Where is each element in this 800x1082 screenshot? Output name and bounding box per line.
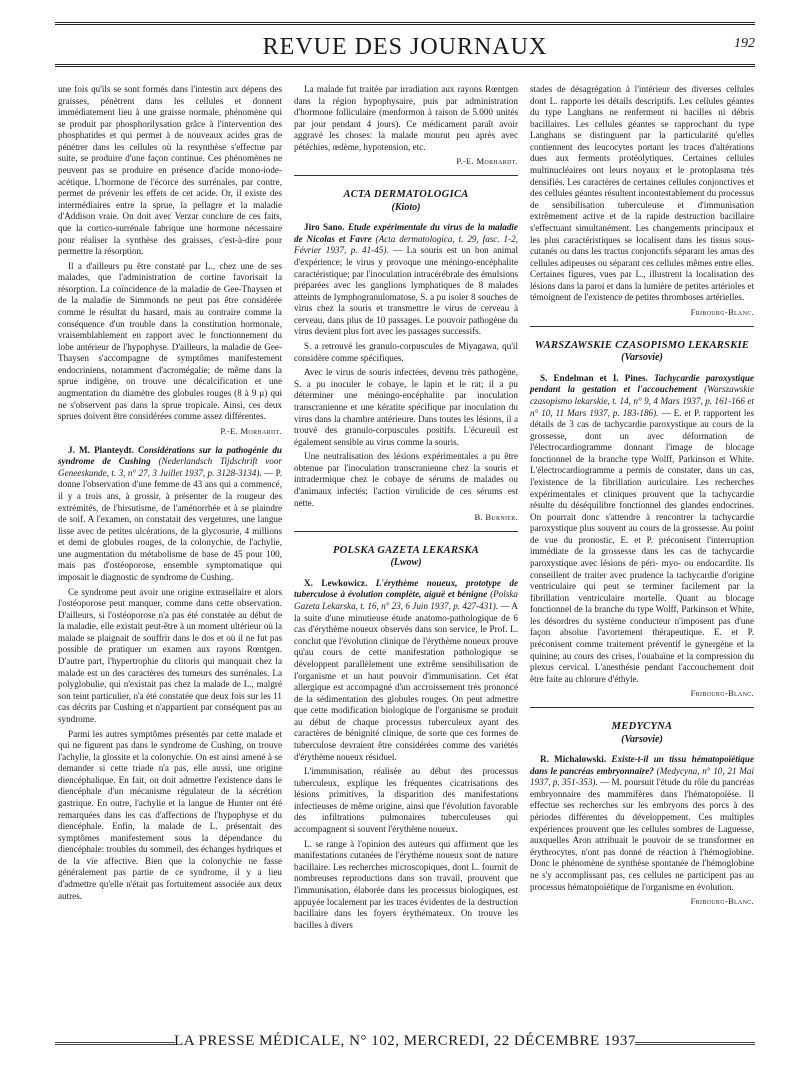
journal-city: (Varsovie)	[621, 733, 663, 745]
paragraph: S. a retrouvé les granulo-corpuscules de Miyagawa, qu'il considère comme spécifiques.	[294, 341, 518, 363]
section-divider	[530, 707, 754, 708]
journal-heading: WARSZAWSKIE CZASOPISMO LEKARSKIE	[534, 339, 750, 351]
paragraph: Une neutralisation des lésions expérimentales a pu être obtenue par l'inoculation transcranienne chez la souris et intradermique chez le cobaye de sérums de malades ou d'animaux infectés; l'action virulicide de ces sérums est nette.	[294, 451, 518, 508]
article-entry	[294, 222, 518, 338]
article-citation: (Nederlandsch Tijdschrift voor Geneeskunde, t. 3, n° 27, 3 Juillet 1937, p. 3128-3134).	[58, 456, 282, 478]
page-header	[55, 20, 755, 70]
page-number: 192	[734, 36, 755, 51]
paragraph: Ce syndrome peut avoir une origine extrasellaire et alors l'ostéoporose peut manquer, comme dans cette observation. D'ailleurs, si l'ostéoporose n'a pas été constatée au début de la maladie, elle existait peut-être à un moment ultérieur où la malade se plaignait de souffrir dans le dos et où il ne fut pas possible de pratiquer un examen aux rayons Rœntgen. D'autre part, l'hypertrophie du clitoris qui manquait chez la malade est un des caractères des tumeurs des surrénales. La polyglobulie, qui n'existait pas chez la malade de L., malgré son teint particulier, n'a été constatée que deux fois sur les 11 cas décrits par Cushing et n'appartient par conséquent pas au syndrome.	[58, 586, 282, 724]
journal-heading: ACTA DERMATOLOGICA	[343, 189, 469, 201]
article-author: Jiro Sano.	[304, 222, 348, 233]
article-entry	[530, 754, 754, 893]
article-citation: (Warszawskie czasopismo lekarskie, t. 14, n° 9, 4 Mars 1937, p. 161-166 et n° 10, 11 Mars 1937, p. 183-186).	[530, 384, 754, 418]
article-entry	[294, 578, 518, 763]
article-body: — A la suite d'une minutieuse étude anatomo-pathologique de 6 cas d'érythème noueux observés dans son service, le Prof. L. conclut que l'évolution clinique de l'érythème noueux prouve qu'au cours de cette manifestation pathologique se développent parallèlement une extrême sensibilisation de l'organisme et un haut pouvoir d'immunisation. Cet état allergique est accompagné d'un accroissement très prononcé de la sédimentation des globules rouges. On peut admettre que cette modification biologique de l'organisme se produit au début de chaque processus tuberculeux ayant des caractères de bénignité clinique, de sorte que ces formes de tuberculose devraient être considérées comme des variétés d'érythème noueux résiduel.	[294, 601, 518, 762]
header-rule-bottom	[55, 64, 755, 67]
article-title: L'érythème noueux, prototype de tuberculose à évolution complète, aiguë et bénigne	[294, 577, 518, 600]
signature: Fribourg-Blanc.	[690, 896, 754, 907]
article-author: X. Lewkowicz.	[304, 577, 376, 588]
article-body: — M. poursuit l'étude du rôle du pancréas embryonnaire des mammifères dans l'hématopoïèse. Il effectue ses recherches sur les embryons des porcs à des périodes différentes du développement. Ces multiples expériences prouvent que les cellules sombres de Laguesse, auxquelles Aron attribuait le pouvoir de se transformer en érythrocytes, n'ont pas donné de réaction à l'hémoglobine. Donc le phénomène de synthèse spontanée de l'hémoglobine ne s'y accomplissant pas, ces cellules ne participent pas au processus hématopoïétique de l'organisme en évolution.	[530, 777, 754, 892]
article-body: — P. donne l'observation d'une femme de 43 ans qui a commencé, il y a trois ans, à grossir, à présenter de la rougeur des extrémités, de l'hirsutisme, de l'aménorrhée et à se plaindre de soif. A l'examen, on constatait des vergetures, une langue lisse avec de petites ulcérations, de la glycosurie, 4 millions et demi de globules rouges, de la colonychie, de l'achylie, une augmentation du métabolisme de base de 45 pour 100, mais pas d'ostéoporose, ensemble symptomatique qui imposait le diagnostic de syndrome de Cushing.	[58, 467, 282, 582]
paragraph: L'immunisation, réalisée au début des processus tuberculeux, explique les fréquentes cicatrisations des lésions primitives, la disparition des manifestations infectieuses de même origine, ainsi que l'évolution favorable des infiltrations pulmonaires tuberculeuses qui accompagnent si souvent l'érythème noueux.	[294, 766, 518, 835]
paragraph: La malade fut traitée par irradiation aux rayons Rœntgen dans la région hypophysaire, puis par administration d'hormone folliculaire (menformon à raison de 5.000 unités par jour pendant 4 jours). Ce médicament paraît avoir aggravé les choses: la malade mourut peu après avec pétéchies, œdème, hypotension, etc.	[294, 84, 518, 152]
signature: Fribourg-Blanc.	[690, 306, 754, 317]
article-title: Existe-t-il un tissu hématopoïétique dans le pancréas embryonnaire?	[530, 754, 754, 776]
article-title: Considérations sur la pathogénie du syndrome de Cushing	[58, 444, 283, 467]
article-entry	[58, 445, 282, 584]
article-body: — E. et P. rapportent les détails de 3 cas de tachycardie paroxystique au cours de la grossesse, dont un avec déformation de l'électrocardiogramme donnant l'image de blocage fonctionnel de la branche type Wolff, Parkinson et White. L'électrocardiogramme a permis de constater, dans un cas, l'existence de la fibrillation auriculaire. Les recherches expérimentales et cliniques prouvent que la tachycardie résulte du déséquilibre fonctionnel des glandes endocrines. On pourrait donc s'attendre à rencontrer la tachycardie paroxystique plus souvent au cours de la grossesse. Au point de vue du pronostic, E. et P. préconisent l'interruption immédiate de la grossesse dans les cas de tachycardie paroxystique avec lésions de péri- myo- ou endocardite. Ils conseillent de traiter avec prudence la tachycardie d'origine ventriculaire qui peut se terminer facilement par la fibrillation ventriculaire mortelle. Quant au blocage fonctionnel de la branche du type Wolff, Parkinson et White, les désordres du système conducteur n'imposent pas d'une façon absolue l'avortement thérapeutique. E. et P. préconisent comme traitement préventif le gynergène et la quinine; au cours des crises, l'ouabaïne et la compression du plexus cervical. L'anesthésie pendant l'accouchement doit être faite au chlorure d'éthyle.	[530, 407, 754, 684]
section-divider	[294, 531, 518, 532]
article-title: Etude expérimentale du virus de la maladie de Nicolas et Favre	[294, 222, 518, 244]
masthead-title: REVUE DES JOURNAUX	[262, 34, 548, 60]
column-1	[58, 84, 282, 905]
article-author: R. Michalowski.	[540, 754, 612, 765]
signature: P.-E. Morhardt.	[220, 425, 282, 436]
page-footer	[55, 1030, 755, 1060]
article-citation: (Acta dermatologica, t. 29, fasc. 1-2, Février 1937, p. 41-45).	[294, 233, 518, 256]
signature: Fribourg-Blanc.	[690, 688, 754, 699]
article-author: S. Endelman et I. Pines.	[540, 372, 654, 383]
paragraph: stades de désagrégation à l'intérieur des diverses cellules dont L. rapporte les détails descriptifs. Les cellules géantes du type Langhans ne renferment ni bacilles ni débris bacillaires. Les cellules géantes se rapprochant du type Langhans se distinguent par la particularité qu'elles contiennent des leucocytes portant les traces d'altérations dues aux ferments protéolytiques. Certaines cellules multinucléaires ont leurs noyaux et le protoplasma très densifiés. Les caractères de certaines cellules conjonctives et des cellules géantes résultent incontestablement du processus de sensibilisation tuberculeuse et d'immunisation extrêmement active et de la rapide destruction bacillaire s'effectuant simultanément. Les changements principaux et les plus caractéristiques se localisent dans les tissus sous-cutanés ou dans les tractus conjonctifs séparant les amas des cellules adipeuses ou séparant ces cellules mêmes entre elles. Certaines figures, vues par L., illustrent la localisation des lésions dans la paroi et dans la lumière de petites artérioles et témoignent de l'existence de petites thromboses artérielles.	[530, 84, 754, 303]
paragraph: une fois qu'ils se sont formés dans l'intestin aux dépens des graisses, pénètrent dans les cellules et donnent immédiatement lieu à une graisse normale, phénomène qui se produit par phosphorilysation grâce à l'intervention des phosphatides et qui permet à de nouveaux acides gras de pénétrer dans les cellules où la resynthèse s'effectue par suite, se produire d'une façon continue. Ces phénomènes ne peuvent pas se produire en présence d'acide mono-iode-acétique. L'hormone de l'écorce des surrénales, par contre, permet de prévenir les effets de cet acide. Or, il existe des intermédiaires entre la sprue, la pellagre et la maladie d'Addison vraie. On doit avec Verzar conclure de ces faits, que la cortico-surrénale fabrique une hormone nécessaire pour réaliser la synthèse des graisses, c'est-à-dire pour permettre la résorption.	[58, 84, 282, 257]
footer-rule-right	[635, 1042, 755, 1045]
journal-heading: POLSKA GAZETA LEKARSKA	[332, 544, 480, 556]
signature: P.-E. Morhardt.	[456, 156, 518, 167]
footer-text: LA PRESSE MÉDICALE, N° 102, MERCREDI, 22 DÉCEMBRE 1937	[174, 1033, 636, 1049]
journal-heading: MEDYCYNA	[611, 721, 673, 733]
signature: B. Burnier.	[474, 512, 518, 523]
paragraph: L. se range à l'opinion des auteurs qui affirment que les manifestations cutanées de l'érythème noueux sont de nature bacillaire. Les recherches microscopiques, dont L. fournit de nombreuses reproductions dans son travail, prouvent que l'immunisation, élaborée dans les processus biologiques, est appuyée localement par les traces évidentes de la destruction bacillaire dans les foyers érythémateux. On trouve les bacilles à divers	[294, 838, 518, 930]
article-citation: (Polska Gazeta Lekarska, t. 16, n° 23, 6 Juin 1937, p. 427-431).	[294, 589, 518, 612]
journal-city: (Varsovie)	[621, 352, 663, 364]
header-rule-top	[55, 22, 755, 25]
article-body: — La souris est un bon animal d'expérience; le virus y provoque une méningo-encéphalite caractéristique; par l'inoculation intracérébrale des émulsions préparées avec les ganglions lymphatiques de 8 malades atteints de lymphogranulomatose, S. a pu isoler 8 souches de virus chez la souris et transmettre le virus de cerveau à cerveau, dans plus de 10 passages. Le pouvoir pathogène du virus devient plus fort avec les passages successifs.	[294, 245, 518, 337]
column-3	[530, 84, 754, 915]
column-2	[294, 84, 518, 934]
journal-city: (Lwow)	[390, 557, 422, 569]
article-citation: (Medycyna, n° 10, 21 Mai 1937, p. 351-353).	[530, 765, 754, 788]
article-columns	[58, 84, 758, 1024]
paragraph: Avec le virus de souris infectées, devenu très pathogène, S. a pu inoculer le cobaye, le lapin et le rat; il a pu déterminer une méningo-encéphalite par inoculation transcranienne et une kératite spécifique par inoculation du virus dans la chambre antérieure. Dans toutes les lésions, il a trouvé des granulo-corpuscules positifs. L'écureuil est également sensible au virus comme la souris.	[294, 367, 518, 447]
journal-city: (Kioto)	[391, 201, 421, 213]
article-author: J. M. Planteydt.	[68, 444, 139, 455]
section-divider	[530, 326, 754, 327]
section-divider	[294, 175, 518, 176]
article-title: Tachycardie paroxystique pendant la gestation et l'accouchement	[530, 372, 755, 395]
article-entry	[530, 373, 754, 686]
paragraph: Il a d'ailleurs pu être constaté par L., chez une de ses malades, que l'administration de cortine favorisait la résorption. La coïncidence de la maladie de Gee-Thaysen et de la maladie de Simmonds ne peut pas être considérée comme le résultat du hasard, mais au contraire comme la conséquence d'un trouble dans la constitution hormonale, vraisemblablement en rapport avec le fonctionnement du lobe antérieur de l'hypophyse. D'ailleurs, la maladie de Gee-Thaysen s'accompagne de symptômes manifestement endocriniens, notamment d'acromégalie; de même dans la sprue indigène, on trouve une décalcification et une augmentation du diamètre des globules rouges (8 à 9 μ) qui ne s'observent pas dans la sprue tropicale. Ainsi, ces deux sprues doivent être considérées comme assez différentes.	[58, 260, 282, 422]
paragraph: Parmi les autres symptômes présentés par cette malade et qui ne figurent pas dans le syndrome de Cushing, on trouve l'achylie, la glossite et la colonychie. On est ainsi amené à se demander si cette triade n'a pas, elle aussi, une origine diencéphalique. En fait, on doit admettre l'existence dans le diencéphale d'un mécanisme régulateur de la sécrétion gastrique. En outre, l'achylie et la langue de Hunter ont été remarquées dans les cas d'affections de l'hypophyse et du diencéphale. Enfin, la malade de L. présentait des symptômes manifestement sous la dépendance du diencéphale: troubles du sommeil, des échanges hydriques et de la vie affective. Bien que la colonychie ne fasse généralement pas partie de ce syndrome, il y a lieu d'admettre qu'elle n'était pas fortuitement associée aux deux autres.	[58, 728, 282, 901]
